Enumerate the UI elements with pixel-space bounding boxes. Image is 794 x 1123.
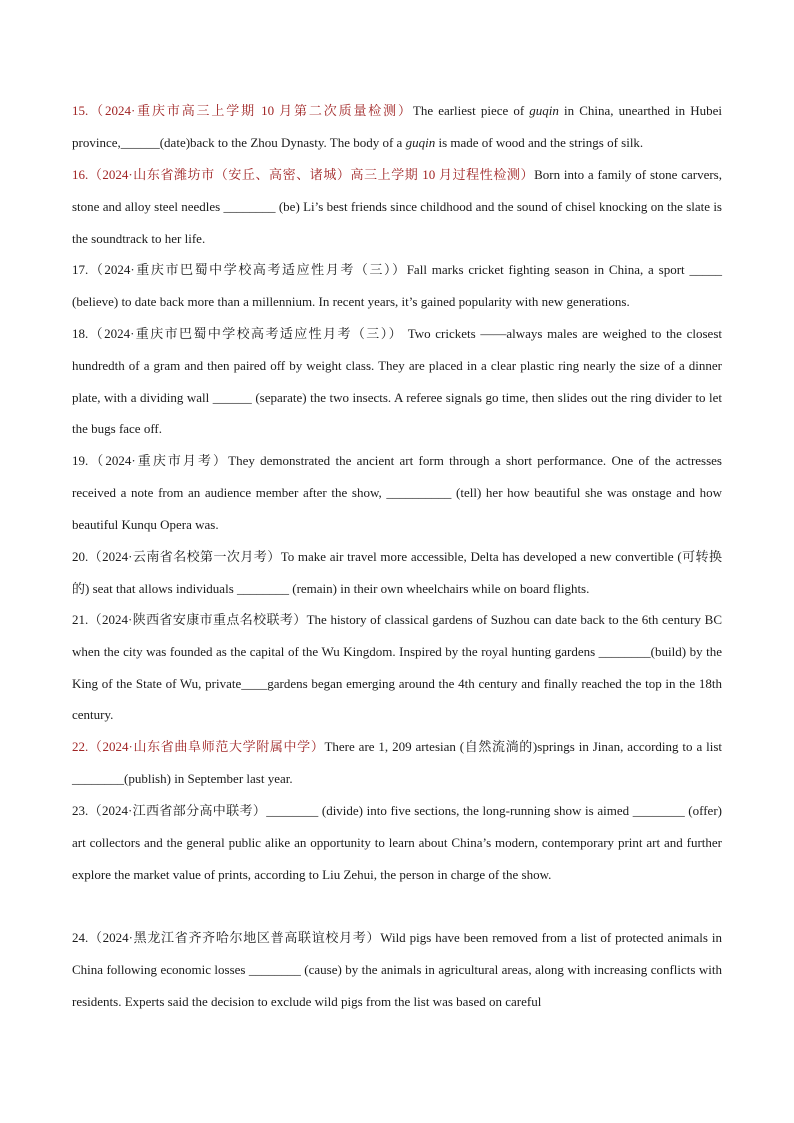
question-text: ________ (divide) into five sections, the long-running show is aimed ________ (offer) art collectors and the general public alike an opportunity to learn about China’s modern, contemporary print art and further explore the market value of prints, according to Liu Zehui, the person in charge of the show. xyxy=(72,803,722,882)
question-21 xyxy=(72,604,722,731)
question-22 xyxy=(72,731,722,795)
question-20 xyxy=(72,541,722,605)
question-label xyxy=(72,549,281,564)
question-label xyxy=(72,326,403,341)
question-source: （2024·黑龙江省齐齐哈尔地区普高联谊校月考） xyxy=(88,930,381,945)
question-source: （2024·山东省潍坊市（安丘、高密、诸城）高三上学期 10 月过程性检测） xyxy=(88,167,535,182)
question-label xyxy=(72,103,413,118)
question-16 xyxy=(72,159,722,254)
question-text: Two crickets ——always males are weighed to the closest hundredth of a gram and then paired off by weight class. They are placed in a clear plastic ring nearly the size of a dinner plate, with a dividing wall ______ (separate) the two insects. A referee signals go time, then slides out the ring divider to let the bugs face off. xyxy=(72,326,722,437)
question-source: （2024·山东省曲阜师范大学附属中学） xyxy=(88,739,325,754)
question-text: Fall marks cricket fighting season in China, a sport _____ (believe) to date back more than a millennium. In recent years, it’s gained popularity with new generations. xyxy=(72,262,722,309)
question-text: The earliest piece of xyxy=(412,103,530,118)
question-number: 18. xyxy=(72,326,89,341)
question-text: Born into a family of stone carvers, stone and alloy steel needles ________ (be) Li’s best friends since childhood and the sound of chisel knocking on the slate is the soundtrack to her life. xyxy=(72,167,722,246)
question-source: （2024·江西省部分高中联考） xyxy=(88,803,267,818)
question-number: 22. xyxy=(72,739,89,754)
question-number: 20. xyxy=(72,549,89,564)
question-number: 17. xyxy=(72,262,89,277)
question-label xyxy=(72,262,407,277)
question-text: is made of wood and the strings of silk. xyxy=(435,134,644,150)
question-19 xyxy=(72,445,722,540)
question-text: There are 1, 209 artesian (自然流淌的)springs in Jinan, according to a list ________(publish) in September last year. xyxy=(72,739,722,786)
question-source: （2024·云南省名校第一次月考） xyxy=(88,549,281,564)
italic-term: guqin xyxy=(529,103,559,118)
question-label xyxy=(72,612,307,627)
question-number: 19. xyxy=(72,453,89,468)
question-15 xyxy=(72,95,722,159)
question-number: 16. xyxy=(72,167,89,182)
question-text: Wild pigs have been removed from a list of protected animals in China following economic losses ________ (cause) by the animals in agricultural areas, along with increasing conflicts with residents. Experts said the decision to exclude wild pigs from the list was based on careful xyxy=(72,930,722,1009)
question-label xyxy=(72,739,324,754)
question-number: 23. xyxy=(72,803,89,818)
question-23 xyxy=(72,795,722,890)
question-text: To make air travel more accessible, Delta has developed a new convertible (可转换的) seat that allows individuals ________ (remain) in their own wheelchairs while on board flights. xyxy=(72,549,722,596)
question-source: （2024·陕西省安康市重点名校联考） xyxy=(88,612,307,627)
italic-term: guqin xyxy=(405,134,436,150)
question-label xyxy=(72,453,228,468)
question-text: They demonstrated the ancient art form through a short performance. One of the actresses received a note from an audience member after the show, __________ (tell) her how beautiful she was onstage and how beautiful Kunqu Opera was. xyxy=(72,453,722,532)
question-source: （2024·重庆市月考） xyxy=(88,453,229,468)
question-number: 24. xyxy=(72,930,89,945)
question-text: in China, unearthed in Hubei province,______(date)back to the Zhou Dynasty. The body of a xyxy=(72,103,722,150)
question-label xyxy=(72,167,534,182)
question-18 xyxy=(72,318,722,445)
question-17 xyxy=(72,254,722,318)
question-source: （2024·重庆市巴蜀中学校高考适应性月考（三）） xyxy=(88,262,407,277)
question-number: 15. xyxy=(72,103,89,118)
question-text: The history of classical gardens of Suzhou can date back to the 6th century BC when the city was founded as the capital of the Wu Kingdom. Inspired by the royal hunting gardens ________(build) by the King of the State of Wu, private____gardens began emerging around the 4th century and finally reached the top in the 18th century. xyxy=(72,612,722,723)
question-label xyxy=(72,803,266,818)
question-label xyxy=(72,930,380,945)
question-source: （2024·重庆市巴蜀中学校高考适应性月考（三）） xyxy=(88,326,404,341)
question-source: （2024·重庆市高三上学期 10 月第二次质量检测） xyxy=(88,103,413,118)
question-24 xyxy=(72,922,722,1017)
question-number: 21. xyxy=(72,612,89,627)
